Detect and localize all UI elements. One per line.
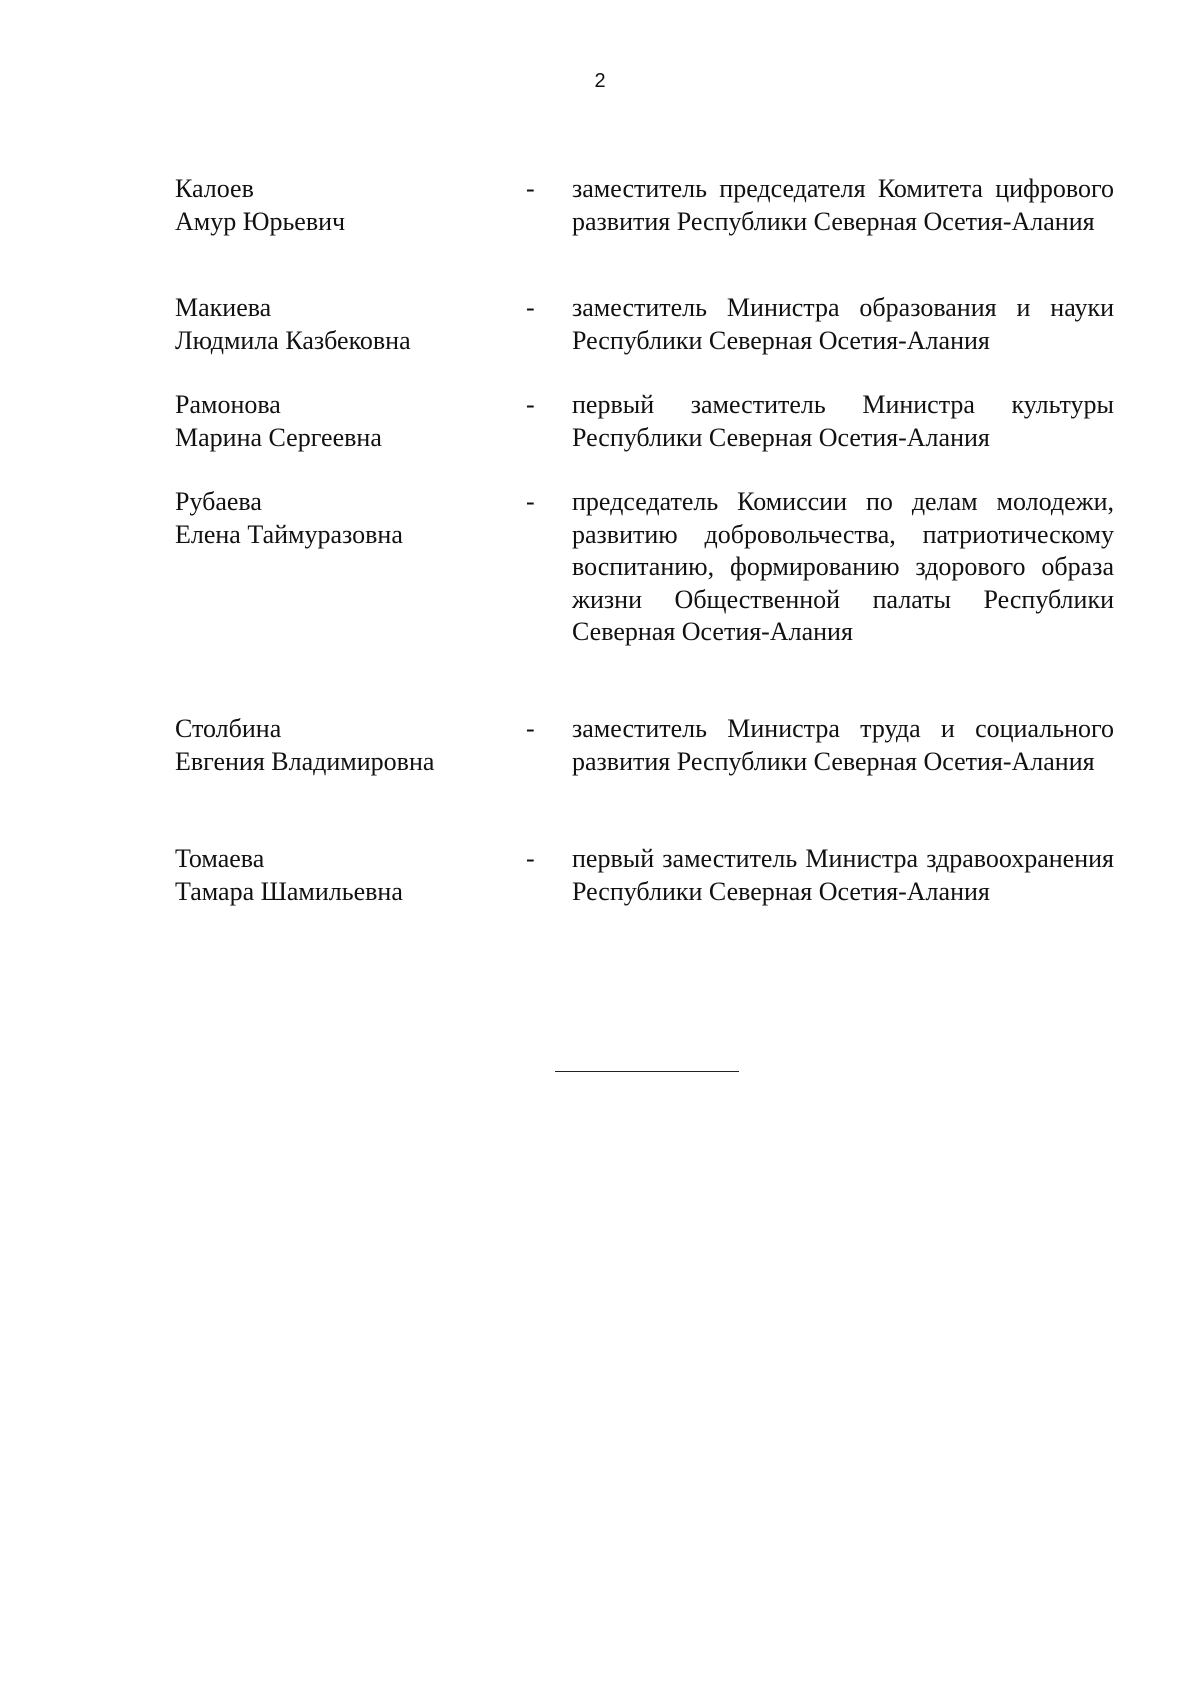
dash-separator: - xyxy=(526,714,535,743)
member-given-names: Елена Таймуразовна xyxy=(175,519,403,549)
member-row xyxy=(175,389,1115,486)
member-row xyxy=(175,713,1115,843)
member-surname: Томаева xyxy=(175,844,265,873)
member-surname: Макиева xyxy=(175,293,272,322)
member-position: первый заместитель Министра культуры Республики Северная Осетия-Алания xyxy=(572,390,1114,452)
member-name xyxy=(175,713,505,778)
member-row xyxy=(175,173,1115,292)
member-row xyxy=(175,843,1115,943)
member-name xyxy=(175,173,505,238)
dash-separator: - xyxy=(526,174,535,203)
member-name xyxy=(175,843,505,908)
dash-separator: - xyxy=(526,844,535,873)
member-surname: Рамонова xyxy=(175,390,281,419)
member-given-names: Тамара Шамильевна xyxy=(175,876,403,906)
member-surname: Столбина xyxy=(175,714,282,743)
member-given-names: Евгения Владимировна xyxy=(175,746,435,776)
dash-separator: - xyxy=(526,390,535,419)
member-name xyxy=(175,486,505,551)
member-position: первый заместитель Министра здравоохранения Республики Северная Осетия-Алания xyxy=(572,844,1114,906)
member-surname: Калоев xyxy=(175,174,254,203)
closing-divider xyxy=(555,1071,739,1072)
member-position: заместитель председателя Комитета цифрового развития Республики Северная Осетия-Алания xyxy=(572,174,1114,236)
member-surname: Рубаева xyxy=(175,487,262,516)
member-given-names: Людмила Казбековна xyxy=(175,325,411,355)
member-position: председатель Комиссии по делам молодежи, развитию добровольчества, патриотическому воспитанию, формированию здорового образа жизни Общественной палаты Республики Северная Осетия-Алания xyxy=(572,487,1114,646)
member-name xyxy=(175,389,505,454)
dash-separator: - xyxy=(526,487,535,516)
member-given-names: Марина Сергеевна xyxy=(175,422,382,452)
member-row xyxy=(175,292,1115,389)
member-given-names: Амур Юрьевич xyxy=(175,206,346,236)
dash-separator: - xyxy=(526,293,535,322)
page-number: 2 xyxy=(594,70,606,92)
member-row xyxy=(175,486,1115,713)
member-list xyxy=(175,173,1115,943)
member-position: заместитель Министра образования и науки Республики Северная Осетия-Алания xyxy=(572,293,1114,355)
member-position: заместитель Министра труда и социального развития Республики Северная Осетия-Алания xyxy=(572,714,1114,776)
member-name xyxy=(175,292,505,357)
